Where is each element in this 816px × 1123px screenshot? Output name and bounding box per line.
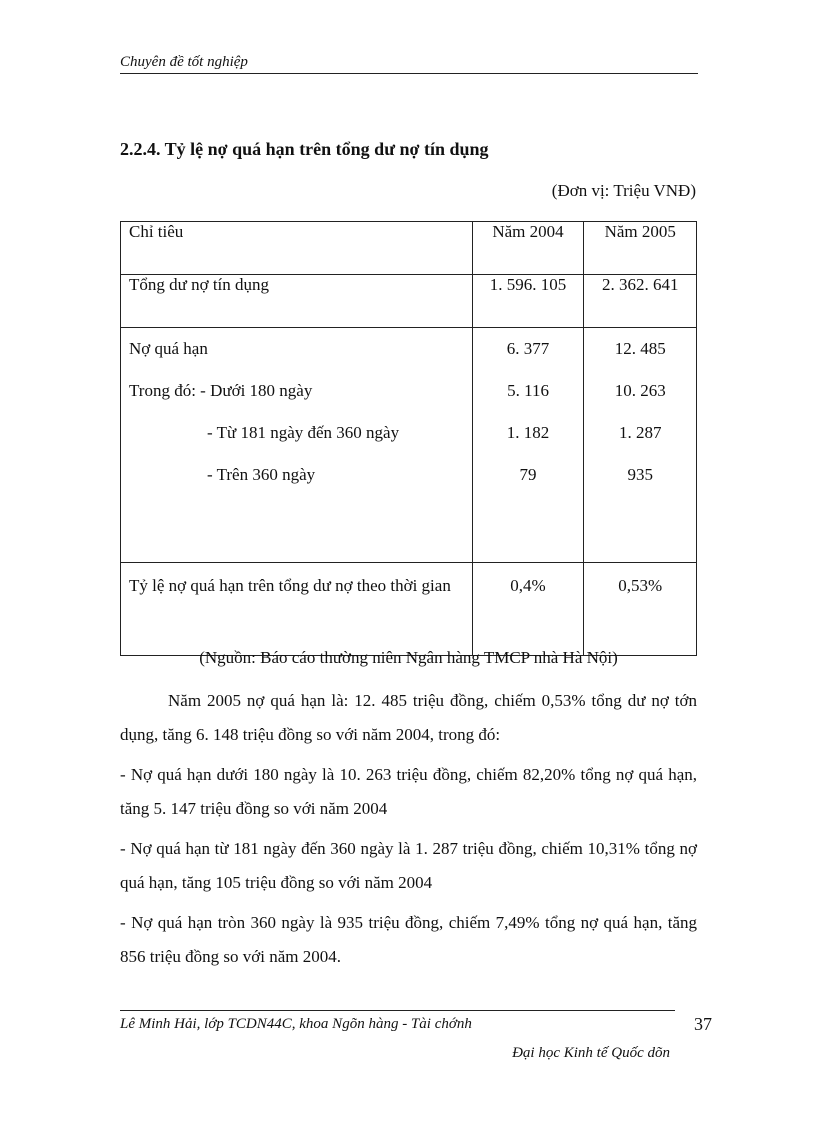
ratio-label: Tỷ lệ nợ quá hạn trên tổng dư nợ theo thời gian	[121, 563, 473, 656]
table-row-ratio	[121, 563, 697, 656]
body-text	[120, 684, 697, 980]
header-rule	[120, 73, 698, 74]
footer-school: Đại học Kinh tế Quốc dõn	[512, 1045, 670, 1061]
over-360-label: - Trên 360 ngày	[207, 465, 316, 484]
under-180-2005: 10. 263	[614, 381, 666, 400]
under-180-2004: 5. 116	[507, 381, 549, 400]
181-360-2004: 1. 182	[506, 423, 550, 442]
overdue-labels	[121, 328, 473, 563]
total-2005: 2. 362. 641	[584, 275, 697, 328]
total-label: Tổng dư nợ tín dụng	[121, 275, 473, 328]
overdue-2005-values	[584, 328, 697, 563]
ratio-2005: 0,53%	[584, 563, 697, 656]
total-2004: 1. 596. 105	[472, 275, 584, 328]
paragraph-under-180: - Nợ quá hạn dưới 180 ngày là 10. 263 triệu đồng, chiếm 82,20% tổng nợ quá hạn, tăng 5. 147 triệu đồng so với năm 2004	[120, 765, 697, 818]
181-360-2005: 1. 287	[618, 423, 662, 442]
unit-note: (Đơn vị: Triệu VNĐ)	[551, 181, 696, 200]
running-header: Chuyên đề tốt nghiệp	[120, 54, 248, 70]
over-360-2004: 79	[519, 465, 537, 484]
paragraph-181-360: - Nợ quá hạn từ 181 ngày đến 360 ngày là 1. 287 triệu đồng, chiếm 10,31% tổng nợ quá hạn, tăng 105 triệu đồng so với năm 2004	[120, 839, 697, 892]
header-year-2004: Năm 2004	[472, 222, 584, 275]
overdue-debt-table	[120, 221, 697, 656]
header-year-2005: Năm 2005	[584, 222, 697, 275]
table-row-total	[121, 275, 697, 328]
source-note: (Nguồn: Báo cáo thường niên Ngân hàng TMCP nhà Hà Nội)	[199, 648, 618, 667]
overdue-2004-values	[472, 328, 584, 563]
page-number: 37	[694, 1014, 712, 1034]
overdue-2005: 12. 485	[614, 339, 666, 358]
under-180-label: Trong đó: - Dưới 180 ngày	[129, 381, 313, 400]
over-360-2005: 935	[627, 465, 653, 484]
overdue-label: Nợ quá hạn	[129, 339, 208, 358]
table-header-row	[121, 222, 697, 275]
181-360-label: - Từ 181 ngày đến 360 ngày	[207, 423, 400, 442]
footer-rule	[120, 1010, 675, 1011]
header-indicator: Chỉ tiêu	[121, 222, 473, 275]
table-row-overdue	[121, 328, 697, 563]
paragraph-over-360: - Nợ quá hạn tròn 360 ngày là 935 triệu đồng, chiếm 7,49% tổng nợ quá hạn, tăng 856 triệu đồng so với năm 2004.	[120, 913, 697, 966]
overdue-2004: 6. 377	[506, 339, 550, 358]
section-title: 2.2.4. Tỷ lệ nợ quá hạn trên tổng dư nợ tín dụng	[120, 139, 489, 159]
ratio-2004: 0,4%	[472, 563, 584, 656]
footer-author: Lê Minh Hải, lớp TCDN44C, khoa Ngõn hàng - Tài chớnh	[120, 1016, 472, 1032]
paragraph-summary: Năm 2005 nợ quá hạn là: 12. 485 triệu đồng, chiếm 0,53% tổng dư nợ tớn dụng, tăng 6. 148 triệu đồng so với năm 2004, trong đó:	[120, 691, 697, 744]
